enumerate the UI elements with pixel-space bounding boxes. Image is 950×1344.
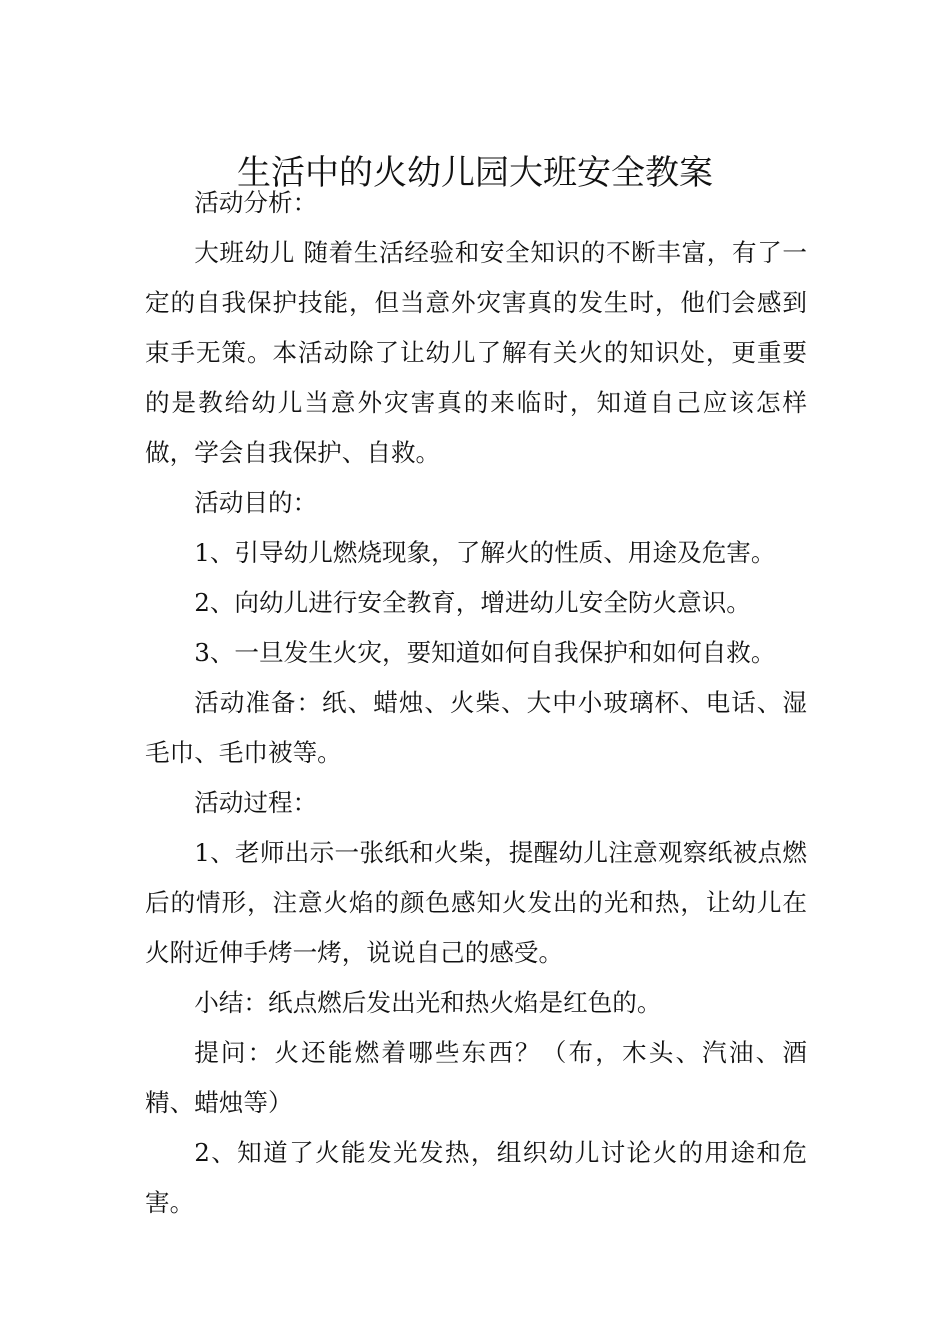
document-body: [145, 178, 807, 1228]
paragraph-summary: 小结：纸点燃后发出光和热火焰是红色的。: [194, 988, 662, 1017]
goal-item-2: 2、向幼儿进行安全教育，增进幼儿安全防火意识。: [194, 588, 751, 617]
process-step-1: 1、老师出示一张纸和火柴，提醒幼儿注意观察纸被点燃后的情形，注意火焰的颜色感知火发出的光和热，让幼儿在火附近伸手烤一烤，说说自己的感受。: [145, 838, 807, 967]
goal-item-3: 3、一旦发生火灾，要知道如何自我保护和如何自救。: [194, 638, 776, 667]
goal-item-1: 1、引导幼儿燃烧现象，了解火的性质、用途及危害。: [194, 538, 776, 567]
paragraph-preparation: 活动准备：纸、蜡烛、火柴、大中小玻璃杯、电话、湿毛巾、毛巾被等。: [145, 688, 807, 767]
section-heading-goals: 活动目的：: [194, 488, 318, 517]
section-heading-analysis: 活动分析：: [194, 188, 318, 217]
paragraph-question: 提问：火还能燃着哪些东西？（布，木头、汽油、酒精、蜡烛等）: [145, 1038, 807, 1117]
page-title: 生活中的火幼儿园大班安全教案: [237, 152, 713, 193]
process-step-2: 2、知道了火能发光发热，组织幼儿讨论火的用途和危害。: [145, 1138, 807, 1217]
paragraph-analysis: 大班幼儿 随着生活经验和安全知识的不断丰富，有了一定的自我保护技能，但当意外灾害真的发生时，他们会感到束手无策。本活动除了让幼儿了解有关火的知识处，更重要的是教给幼儿当意外灾害真的来临时，知道自己应该怎样做，学会自我保护、自救。: [145, 238, 807, 467]
section-heading-process: 活动过程：: [194, 788, 318, 817]
